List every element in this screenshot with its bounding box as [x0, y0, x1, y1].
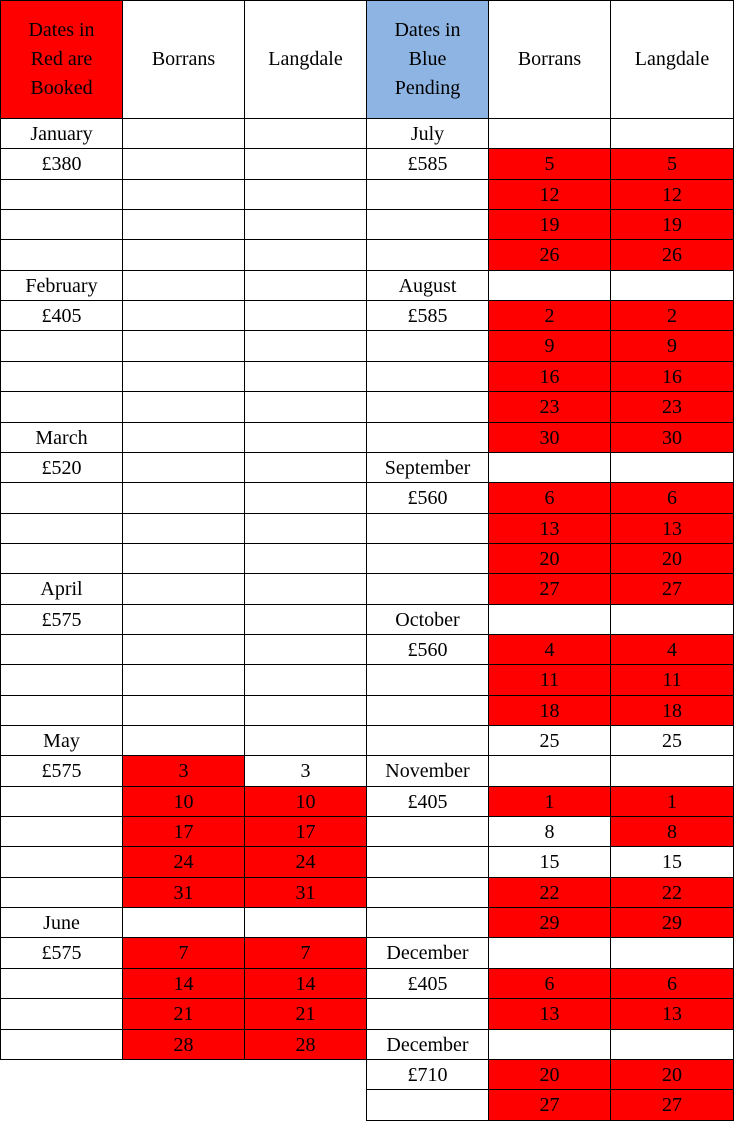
left-month-cell: £575	[0, 937, 123, 969]
right-borrans-cell: 20	[488, 1059, 611, 1090]
right-month-cell	[366, 361, 489, 392]
right-langdale-cell: 5	[610, 148, 734, 180]
left-borrans-cell	[122, 270, 245, 301]
right-borrans-cell: 13	[488, 998, 611, 1030]
right-month-cell	[366, 422, 489, 453]
left-langdale-cell	[244, 452, 367, 483]
right-month-cell	[366, 877, 489, 908]
left-langdale-cell: 7	[244, 937, 367, 969]
left-langdale-cell	[244, 604, 367, 635]
right-langdale-cell: 1	[610, 786, 734, 817]
left-borrans-cell	[122, 361, 245, 392]
left-month-cell	[0, 209, 123, 240]
right-langdale-cell: 23	[610, 391, 734, 423]
left-borrans-cell	[122, 422, 245, 453]
left-langdale-cell	[244, 300, 367, 331]
left-langdale-cell: 31	[244, 877, 367, 908]
right-borrans-cell: 16	[488, 361, 611, 392]
right-month-cell	[366, 846, 489, 878]
left-borrans-cell	[122, 148, 245, 180]
right-borrans-cell: 30	[488, 422, 611, 453]
right-month-cell: July	[366, 118, 489, 149]
right-langdale-header: Langdale	[610, 0, 734, 119]
left-borrans-cell	[122, 573, 245, 605]
left-borrans-cell	[122, 543, 245, 574]
left-borrans-cell	[122, 118, 245, 149]
left-borrans-cell: 7	[122, 937, 245, 969]
left-langdale-cell	[244, 482, 367, 514]
left-borrans-cell: 28	[122, 1029, 245, 1060]
right-borrans-cell: 27	[488, 1089, 611, 1121]
left-month-cell	[0, 1029, 123, 1060]
left-langdale-cell	[244, 422, 367, 453]
left-borrans-cell	[122, 664, 245, 696]
right-month-cell: £560	[366, 482, 489, 514]
right-month-cell	[366, 179, 489, 210]
left-langdale-cell	[244, 239, 367, 271]
left-borrans-cell	[122, 907, 245, 938]
left-month-cell: £380	[0, 148, 123, 180]
left-month-cell: £405	[0, 300, 123, 331]
right-borrans-cell: 20	[488, 543, 611, 574]
right-borrans-cell: 12	[488, 179, 611, 210]
left-month-cell: £575	[0, 755, 123, 787]
left-borrans-cell	[122, 482, 245, 514]
left-borrans-cell	[122, 239, 245, 271]
left-langdale-cell	[244, 513, 367, 544]
left-month-cell	[0, 877, 123, 908]
right-month-cell: £710	[366, 1059, 489, 1090]
right-langdale-cell: 13	[610, 513, 734, 544]
right-month-cell	[366, 330, 489, 362]
legend-booked-header: Dates in Red are Booked	[0, 0, 123, 119]
right-langdale-cell: 27	[610, 573, 734, 605]
left-month-cell	[0, 695, 123, 726]
left-langdale-cell	[244, 179, 367, 210]
right-langdale-cell: 30	[610, 422, 734, 453]
right-month-cell	[366, 391, 489, 423]
right-langdale-cell	[610, 604, 734, 635]
left-month-cell	[0, 543, 123, 574]
left-month-cell: £575	[0, 604, 123, 635]
left-langdale-cell: 28	[244, 1029, 367, 1060]
right-borrans-cell	[488, 604, 611, 635]
right-langdale-cell: 27	[610, 1089, 734, 1121]
left-langdale-cell: 14	[244, 968, 367, 999]
left-month-cell: March	[0, 422, 123, 453]
left-langdale-cell: 24	[244, 846, 367, 878]
right-borrans-cell: 11	[488, 664, 611, 696]
right-borrans-cell: 22	[488, 877, 611, 908]
right-langdale-cell: 15	[610, 846, 734, 878]
right-month-cell: December	[366, 1029, 489, 1060]
left-langdale-cell	[244, 391, 367, 423]
right-langdale-cell: 20	[610, 543, 734, 574]
right-langdale-cell	[610, 270, 734, 301]
right-langdale-cell: 2	[610, 300, 734, 331]
left-month-cell: January	[0, 118, 123, 149]
left-month-cell	[0, 968, 123, 999]
left-month-cell: April	[0, 573, 123, 605]
right-borrans-cell	[488, 755, 611, 787]
right-month-cell: November	[366, 755, 489, 787]
right-month-cell	[366, 543, 489, 574]
left-borrans-cell	[122, 634, 245, 665]
left-langdale-cell	[244, 543, 367, 574]
right-langdale-cell: 6	[610, 482, 734, 514]
left-month-cell	[0, 998, 123, 1030]
right-langdale-cell: 12	[610, 179, 734, 210]
right-langdale-cell: 22	[610, 877, 734, 908]
right-month-cell	[366, 209, 489, 240]
left-langdale-cell	[244, 330, 367, 362]
right-langdale-cell	[610, 118, 734, 149]
left-borrans-cell	[122, 604, 245, 635]
left-borrans-cell	[122, 725, 245, 756]
left-langdale-cell: 3	[244, 755, 367, 787]
left-borrans-cell: 10	[122, 786, 245, 817]
left-month-cell	[0, 330, 123, 362]
left-borrans-cell	[122, 209, 245, 240]
left-borrans-cell	[122, 513, 245, 544]
right-langdale-cell: 26	[610, 239, 734, 271]
right-langdale-cell: 4	[610, 634, 734, 665]
right-langdale-cell	[610, 937, 734, 969]
right-langdale-cell	[610, 1029, 734, 1060]
right-borrans-cell: 13	[488, 513, 611, 544]
left-borrans-cell	[122, 452, 245, 483]
right-month-cell	[366, 725, 489, 756]
right-borrans-cell: 9	[488, 330, 611, 362]
right-month-cell	[366, 1089, 489, 1121]
right-month-cell	[366, 998, 489, 1030]
right-langdale-cell	[610, 755, 734, 787]
left-borrans-header: Borrans	[122, 0, 245, 119]
legend-pending-header: Dates in Blue Pending	[366, 0, 489, 119]
right-month-cell	[366, 239, 489, 271]
right-borrans-cell: 18	[488, 695, 611, 726]
left-month-cell	[0, 482, 123, 514]
left-langdale-cell	[244, 209, 367, 240]
left-borrans-cell	[122, 391, 245, 423]
left-langdale-cell	[244, 907, 367, 938]
left-langdale-cell	[244, 725, 367, 756]
left-langdale-cell	[244, 634, 367, 665]
left-month-cell	[0, 846, 123, 878]
right-borrans-cell: 26	[488, 239, 611, 271]
left-month-cell	[0, 391, 123, 423]
left-month-cell	[0, 239, 123, 271]
right-month-cell: October	[366, 604, 489, 635]
right-borrans-cell	[488, 270, 611, 301]
left-month-cell: £520	[0, 452, 123, 483]
right-month-cell	[366, 907, 489, 938]
right-month-cell: September	[366, 452, 489, 483]
left-borrans-cell	[122, 695, 245, 726]
right-borrans-cell: 19	[488, 209, 611, 240]
right-month-cell: £560	[366, 634, 489, 665]
right-borrans-cell	[488, 118, 611, 149]
left-borrans-cell	[122, 330, 245, 362]
right-langdale-cell: 8	[610, 816, 734, 847]
right-borrans-cell: 27	[488, 573, 611, 605]
right-langdale-cell: 20	[610, 1059, 734, 1090]
right-month-cell: £405	[366, 786, 489, 817]
left-month-cell: June	[0, 907, 123, 938]
right-month-cell	[366, 695, 489, 726]
left-borrans-cell: 24	[122, 846, 245, 878]
right-langdale-cell: 9	[610, 330, 734, 362]
right-langdale-cell: 6	[610, 968, 734, 999]
left-langdale-cell	[244, 361, 367, 392]
right-month-cell: £585	[366, 148, 489, 180]
right-borrans-cell: 2	[488, 300, 611, 331]
left-langdale-cell	[244, 695, 367, 726]
left-langdale-cell	[244, 118, 367, 149]
left-langdale-header: Langdale	[244, 0, 367, 119]
right-month-cell: December	[366, 937, 489, 969]
left-borrans-cell: 31	[122, 877, 245, 908]
right-borrans-cell: 25	[488, 725, 611, 756]
right-month-cell: August	[366, 270, 489, 301]
right-borrans-cell: 8	[488, 816, 611, 847]
right-borrans-cell: 29	[488, 907, 611, 938]
left-langdale-cell	[244, 270, 367, 301]
left-borrans-cell: 17	[122, 816, 245, 847]
right-langdale-cell: 29	[610, 907, 734, 938]
right-month-cell	[366, 816, 489, 847]
right-borrans-cell: 5	[488, 148, 611, 180]
left-borrans-cell: 3	[122, 755, 245, 787]
right-borrans-cell: 1	[488, 786, 611, 817]
left-month-cell	[0, 816, 123, 847]
right-month-cell: £405	[366, 968, 489, 999]
right-borrans-cell: 4	[488, 634, 611, 665]
left-month-cell	[0, 786, 123, 817]
right-borrans-cell: 6	[488, 482, 611, 514]
left-month-cell: May	[0, 725, 123, 756]
left-borrans-cell	[122, 300, 245, 331]
right-langdale-cell: 25	[610, 725, 734, 756]
left-month-cell: February	[0, 270, 123, 301]
right-borrans-cell: 15	[488, 846, 611, 878]
left-month-cell	[0, 664, 123, 696]
right-month-cell	[366, 664, 489, 696]
right-langdale-cell: 11	[610, 664, 734, 696]
right-borrans-cell	[488, 1029, 611, 1060]
right-langdale-cell: 13	[610, 998, 734, 1030]
left-month-cell	[0, 179, 123, 210]
right-month-cell: £585	[366, 300, 489, 331]
right-langdale-cell: 18	[610, 695, 734, 726]
left-borrans-cell: 21	[122, 998, 245, 1030]
left-langdale-cell: 17	[244, 816, 367, 847]
right-borrans-cell: 6	[488, 968, 611, 999]
left-month-cell	[0, 513, 123, 544]
right-langdale-cell: 16	[610, 361, 734, 392]
right-borrans-cell	[488, 452, 611, 483]
left-borrans-cell	[122, 179, 245, 210]
left-month-cell	[0, 634, 123, 665]
right-month-cell	[366, 513, 489, 544]
left-borrans-cell: 14	[122, 968, 245, 999]
right-langdale-cell: 19	[610, 209, 734, 240]
right-month-cell	[366, 573, 489, 605]
left-langdale-cell: 21	[244, 998, 367, 1030]
left-langdale-cell: 10	[244, 786, 367, 817]
left-langdale-cell	[244, 664, 367, 696]
left-month-cell	[0, 361, 123, 392]
right-langdale-cell	[610, 452, 734, 483]
right-borrans-cell	[488, 937, 611, 969]
right-borrans-header: Borrans	[488, 0, 611, 119]
left-langdale-cell	[244, 573, 367, 605]
left-langdale-cell	[244, 148, 367, 180]
right-borrans-cell: 23	[488, 391, 611, 423]
